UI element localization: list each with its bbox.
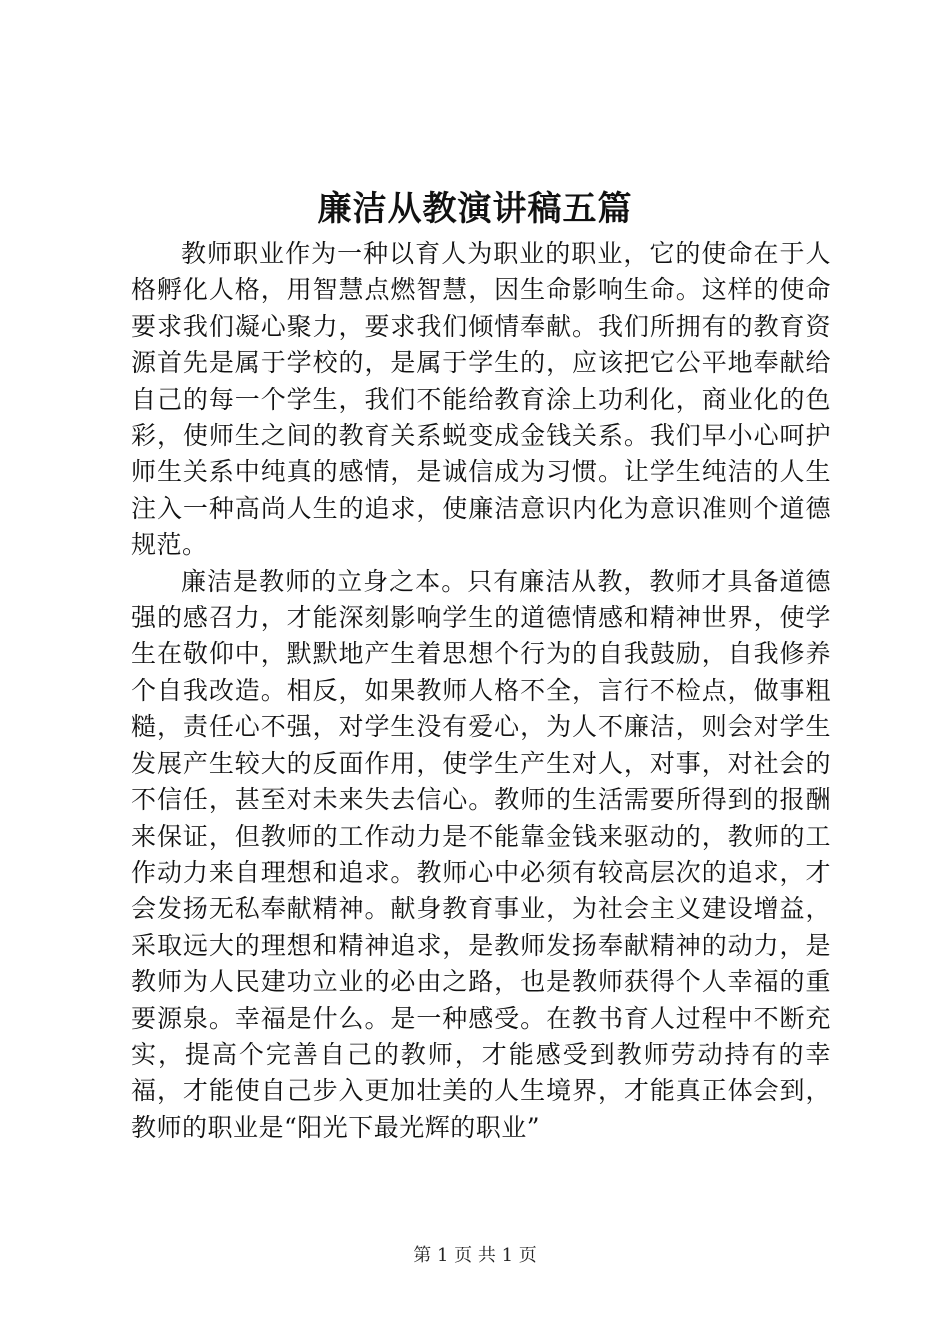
paragraph-2: 廉洁是教师的立身之本。只有廉洁从教，教师才具备道德强的感召力，才能深刻影响学生的道德情感和精神世界，使学生在敬仰中，默默地产生着思想个行为的自我鼓励，自我修养个自我改造。相反，如果教师人格不全，言行不检点，做事粗糙，责任心不强，对学生没有爱心，为人不廉洁，则会对学生发展产生较大的反面作用，使学生产生对人，对事，对社会的不信任，甚至对未来失去信心。教师的生活需要所得到的报酬来保证，但教师的工作动力是不能靠金钱来驱动的，教师的工作动力来自理想和追求。教师心中必须有较高层次的追求，才会发扬无私奉献精神。献身教育事业，为社会主义建设增益，采取远大的理想和精神追求，是教师发扬奉献精神的动力，是教师为人民建功立业的必由之路，也是教师获得个人幸福的重要源泉。幸福是什么。是一种感受。在教书育人过程中不断充实，提高个完善自己的教师，才能感受到教师劳动持有的幸福，才能使自己步入更加壮美的人生境界，才能真正体会到，教师的职业是“阳光下最光辉的职业” (131, 566, 831, 1142)
paragraph-1: 教师职业作为一种以育人为职业的职业，它的使命在于人格孵化人格，用智慧点燃智慧，因生命影响生命。这样的使命要求我们凝心聚力，要求我们倾情奉献。我们所拥有的教育资源首先是属于学校的，是属于学生的，应该把它公平地奉献给自己的每一个学生，我们不能给教育涂上功利化，商业化的色彩，使师生之间的教育关系蜕变成金钱关系。我们早小心呵护师生关系中纯真的感情，是诚信成为习惯。让学生纯洁的人生注入一种高尚人生的追求，使廉洁意识内化为意识准则个道德规范。 (131, 239, 831, 560)
document-body (131, 236, 831, 1146)
document-title: 廉洁从教演讲稿五篇 (317, 189, 633, 229)
page-footer: 第 1 页 共 1 页 (413, 1245, 537, 1266)
